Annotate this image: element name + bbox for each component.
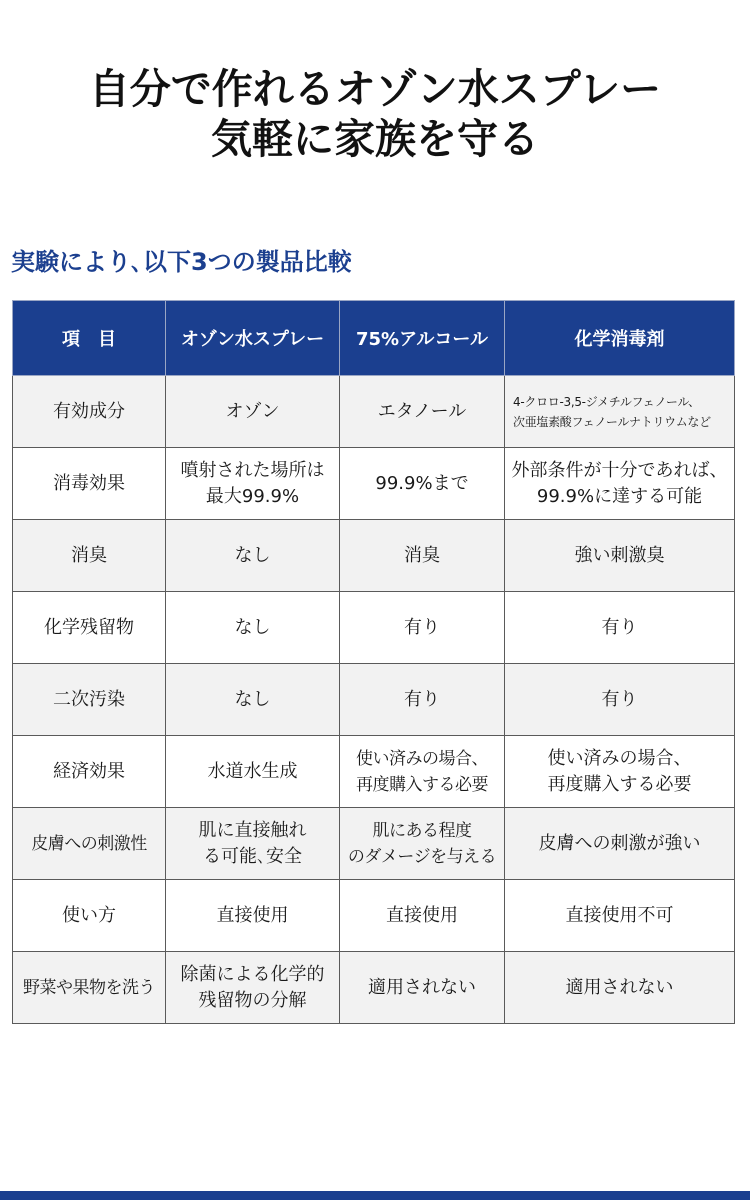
row-label: 消毒効果 (13, 448, 166, 520)
comparison-table (12, 300, 735, 1024)
comparison-subtitle: 実験により､以下3つの製品比較 (11, 248, 352, 276)
table-row (13, 520, 735, 592)
table-cell: 除菌による化学的 残留物の分解 (166, 952, 340, 1024)
table-cell: 有り (340, 592, 505, 664)
table-cell: エタノール (340, 376, 505, 448)
headline (0, 64, 750, 164)
table-cell: 使い済みの場合、 再度購入する必要 (505, 736, 735, 808)
table-cell: 4-クロロ-3,5-ジメチルフェノール、 次亜塩素酸フェノールナトリウムなど (505, 376, 735, 448)
header-alcohol: 75%アルコール (340, 301, 505, 376)
table-row (13, 808, 735, 880)
table-cell: 適用されない (505, 952, 735, 1024)
header-item: 項 目 (13, 301, 166, 376)
bottom-accent-bar (0, 1191, 750, 1200)
table-cell: 消臭 (340, 520, 505, 592)
table-cell: 肌に直接触れ る可能､安全 (166, 808, 340, 880)
table-cell: 噴射された場所は 最大99.9% (166, 448, 340, 520)
header-ozone-spray: オゾン水スプレー (166, 301, 340, 376)
table-cell: 有り (505, 592, 735, 664)
table-row (13, 736, 735, 808)
table-cell: オゾン (166, 376, 340, 448)
row-label: 消臭 (13, 520, 166, 592)
table-cell: 直接使用 (166, 880, 340, 952)
table-cell: 直接使用不可 (505, 880, 735, 952)
table-cell: 適用されない (340, 952, 505, 1024)
table-row (13, 448, 735, 520)
table-cell: 有り (505, 664, 735, 736)
table-cell: 使い済みの場合、 再度購入する必要 (340, 736, 505, 808)
table-row (13, 376, 735, 448)
table-cell: 肌にある程度 のダメージを与える (340, 808, 505, 880)
table-cell: 皮膚への刺激が強い (505, 808, 735, 880)
row-label: 皮膚への刺激性 (13, 808, 166, 880)
table-cell: なし (166, 520, 340, 592)
table-cell: 水道水生成 (166, 736, 340, 808)
table-header-row (13, 301, 735, 376)
row-label: 使い方 (13, 880, 166, 952)
row-label: 化学残留物 (13, 592, 166, 664)
table-cell: なし (166, 664, 340, 736)
row-label: 経済効果 (13, 736, 166, 808)
table-cell: 99.9%まで (340, 448, 505, 520)
table-row (13, 952, 735, 1024)
table-cell: 直接使用 (340, 880, 505, 952)
row-label: 有効成分 (13, 376, 166, 448)
headline-line-2: 気軽に家族を守る (211, 115, 539, 163)
row-label: 二次汚染 (13, 664, 166, 736)
header-chemical-disinfectant: 化学消毒剤 (505, 301, 735, 376)
headline-line-1: 自分で作れるオゾン水スプレー (88, 65, 662, 113)
table-cell: なし (166, 592, 340, 664)
row-label: 野菜や果物を洗う (13, 952, 166, 1024)
table-row (13, 592, 735, 664)
table-cell: 外部条件が十分であれば、 99.9%に達する可能 (505, 448, 735, 520)
table-cell: 有り (340, 664, 505, 736)
table-row (13, 664, 735, 736)
table-row (13, 880, 735, 952)
table-cell: 強い刺激臭 (505, 520, 735, 592)
